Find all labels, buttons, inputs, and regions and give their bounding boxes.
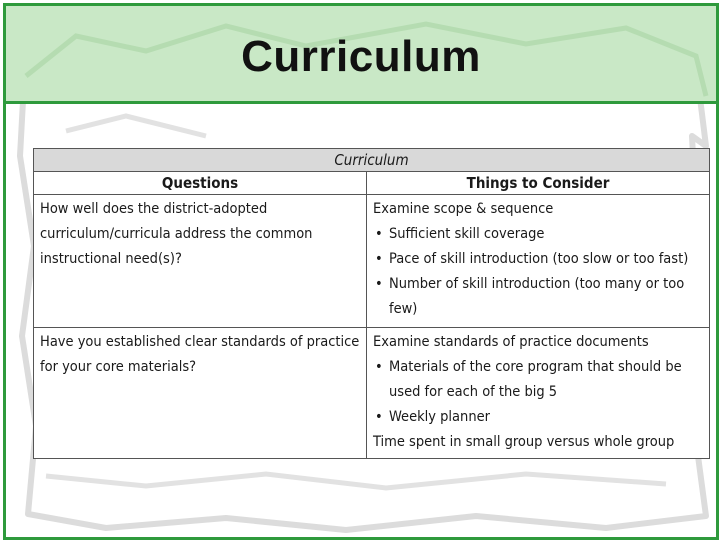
table-row bbox=[34, 195, 710, 328]
consideration-bullet: • Sufficient skill coverage bbox=[373, 222, 703, 247]
table-row bbox=[34, 328, 710, 459]
consideration-outro: Time spent in small group versus whole group bbox=[373, 434, 675, 450]
slide-frame bbox=[3, 3, 719, 540]
consideration-intro: Examine standards of practice documents bbox=[373, 334, 649, 350]
table-header-row bbox=[34, 172, 710, 195]
curriculum-table-wrapper bbox=[33, 148, 709, 459]
consideration-bullet-list bbox=[373, 355, 703, 430]
consideration-bullet-list bbox=[373, 222, 703, 322]
consideration-intro: Examine scope & sequence bbox=[373, 201, 554, 217]
title-band bbox=[6, 6, 716, 104]
table-caption-row bbox=[34, 149, 710, 172]
column-header-things-to-consider: Things to Consider bbox=[367, 172, 710, 195]
considerations-cell bbox=[367, 195, 710, 328]
curriculum-table bbox=[33, 148, 710, 459]
consideration-bullet: • Materials of the core program that should be used for each of the big 5 bbox=[373, 355, 703, 405]
considerations-cell bbox=[367, 328, 710, 459]
question-cell: How well does the district-adopted curriculum/curricula address the common instructional need(s)? bbox=[34, 195, 367, 328]
consideration-bullet: • Number of skill introduction (too many or too few) bbox=[373, 272, 703, 322]
question-cell: Have you established clear standards of practice for your core materials? bbox=[34, 328, 367, 459]
consideration-bullet: • Pace of skill introduction (too slow or too fast) bbox=[373, 247, 703, 272]
slide-title: Curriculum bbox=[241, 32, 481, 81]
table-caption: Curriculum bbox=[34, 149, 710, 172]
column-header-questions: Questions bbox=[34, 172, 367, 195]
consideration-bullet: • Weekly planner bbox=[373, 405, 703, 430]
